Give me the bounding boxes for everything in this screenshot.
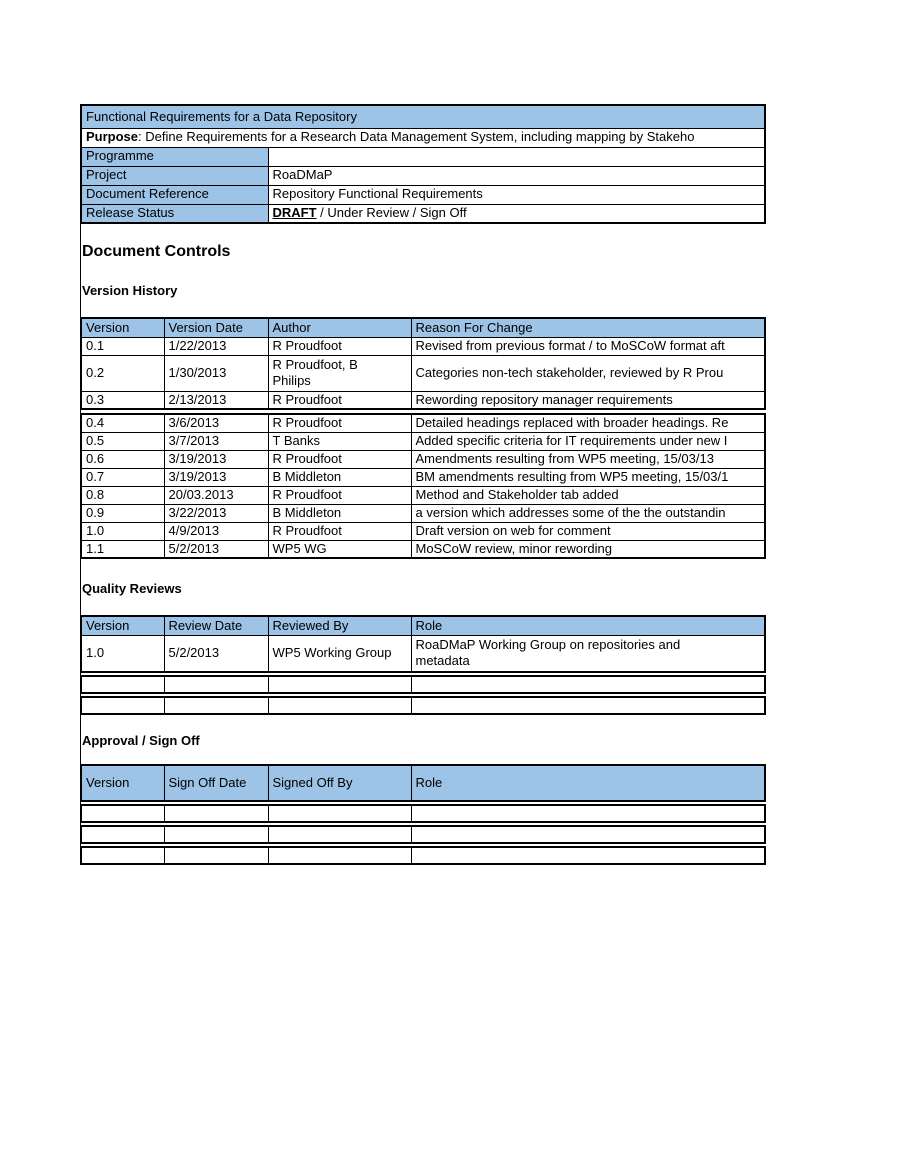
author-header: Author <box>268 318 411 337</box>
table-row <box>81 128 765 147</box>
empty-cell <box>411 847 765 864</box>
version-cell: 1.0 <box>81 522 164 540</box>
field-value-document-reference: Repository Functional Requirements <box>268 185 765 204</box>
author-cell <box>268 355 411 391</box>
approval-heading: Approval / Sign Off <box>82 733 200 748</box>
signed-off-by-header: Signed Off By <box>268 765 411 801</box>
author-cell: R Proudfoot <box>268 450 411 468</box>
table-row <box>81 337 765 355</box>
empty-cell <box>268 847 411 864</box>
date-cell: 5/2/2013 <box>164 540 268 558</box>
date-cell: 3/7/2013 <box>164 432 268 450</box>
author-cell: T Banks <box>268 432 411 450</box>
field-label-release-status: Release Status <box>81 204 268 223</box>
table-row <box>81 540 765 558</box>
version-cell: 1.1 <box>81 540 164 558</box>
reason-cell: Revised from previous format / to MoSCoW format aft <box>411 337 765 355</box>
table-row <box>81 432 765 450</box>
author-cell: R Proudfoot <box>268 414 411 432</box>
reason-cell: MoSCoW review, minor rewording <box>411 540 765 558</box>
author-cell: R Proudfoot <box>268 486 411 504</box>
table-row <box>81 522 765 540</box>
date-cell: 3/19/2013 <box>164 468 268 486</box>
document-controls-heading: Document Controls <box>82 243 231 260</box>
version-cell: 0.6 <box>81 450 164 468</box>
version-cell: 0.4 <box>81 414 164 432</box>
version-header: Version <box>81 318 164 337</box>
table-row <box>81 486 765 504</box>
document-sheet <box>80 104 764 865</box>
table-row <box>81 391 765 409</box>
field-value-release-status <box>268 204 765 223</box>
author-cell: R Proudfoot <box>268 337 411 355</box>
empty-cell <box>81 826 164 843</box>
reason-header: Reason For Change <box>411 318 765 337</box>
approval-empty-row <box>80 825 766 844</box>
field-value-programme <box>268 147 765 166</box>
date-cell: 1/22/2013 <box>164 337 268 355</box>
table-row <box>81 166 765 185</box>
empty-cell <box>411 826 765 843</box>
table-row <box>81 504 765 522</box>
empty-cell <box>268 676 411 693</box>
purpose-label: Purpose <box>86 129 139 145</box>
empty-cell <box>81 676 164 693</box>
version-header: Version <box>81 616 164 635</box>
table-row <box>81 676 765 693</box>
table-row <box>81 414 765 432</box>
table-row <box>81 847 765 864</box>
empty-cell <box>164 826 268 843</box>
quality-reviews-table <box>80 615 766 673</box>
table-row <box>81 355 765 391</box>
left-border-line <box>80 104 81 865</box>
date-cell: 5/2/2013 <box>164 635 268 672</box>
release-status-rest: / Under Review / Sign Off <box>316 205 467 221</box>
version-cell: 0.2 <box>81 355 164 391</box>
reviewed-by-cell: WP5 Working Group <box>268 635 411 672</box>
empty-cell <box>81 847 164 864</box>
version-cell: 0.8 <box>81 486 164 504</box>
empty-cell <box>411 697 765 714</box>
field-label-document-reference: Document Reference <box>81 185 268 204</box>
date-cell: 3/19/2013 <box>164 450 268 468</box>
reason-cell: Added specific criteria for IT requirements under new I <box>411 432 765 450</box>
quality-reviews-heading: Quality Reviews <box>82 581 182 596</box>
date-cell: 1/30/2013 <box>164 355 268 391</box>
reason-cell: a version which addresses some of the the outstandin <box>411 504 765 522</box>
purpose-cell <box>81 128 765 147</box>
document-info-table <box>80 104 766 224</box>
table-header-row <box>81 616 765 635</box>
reason-cell: Categories non-tech stakeholder, reviewed by R Prou <box>411 355 765 391</box>
date-cell: 20/03.2013 <box>164 486 268 504</box>
empty-cell <box>164 847 268 864</box>
empty-cell <box>411 676 765 693</box>
table-row <box>81 450 765 468</box>
purpose-text: : Define Requirements for a Research Data Management System, including mapping by Stakeho <box>138 129 695 145</box>
date-cell: 3/6/2013 <box>164 414 268 432</box>
empty-cell <box>164 697 268 714</box>
author-text: R Proudfoot, B Philips <box>272 356 358 388</box>
table-header-row <box>81 318 765 337</box>
quality-reviews-empty-row <box>80 675 766 694</box>
reviewed-by-header: Reviewed By <box>268 616 411 635</box>
version-cell: 0.5 <box>81 432 164 450</box>
review-date-header: Review Date <box>164 616 268 635</box>
version-cell: 0.1 <box>81 337 164 355</box>
version-history-table-bottom <box>80 413 766 559</box>
table-row <box>81 635 765 672</box>
reason-cell: BM amendments resulting from WP5 meeting, 15/03/1 <box>411 468 765 486</box>
version-history-table-top <box>80 317 766 410</box>
version-cell: 0.7 <box>81 468 164 486</box>
empty-cell <box>81 805 164 822</box>
table-row <box>81 826 765 843</box>
table-row <box>81 204 765 223</box>
table-row <box>81 147 765 166</box>
author-cell: R Proudfoot <box>268 391 411 409</box>
table-header-row <box>81 765 765 801</box>
approval-empty-row <box>80 846 766 865</box>
empty-cell <box>268 805 411 822</box>
version-date-header: Version Date <box>164 318 268 337</box>
field-label-project: Project <box>81 166 268 185</box>
role-header: Role <box>411 765 765 801</box>
table-row <box>81 185 765 204</box>
role-cell <box>411 635 765 672</box>
document-title: Functional Requirements for a Data Repository <box>81 105 765 128</box>
version-cell: 1.0 <box>81 635 164 672</box>
version-header: Version <box>81 765 164 801</box>
table-row <box>81 105 765 128</box>
empty-cell <box>164 805 268 822</box>
role-header: Role <box>411 616 765 635</box>
date-cell: 2/13/2013 <box>164 391 268 409</box>
date-cell: 3/22/2013 <box>164 504 268 522</box>
table-row <box>81 805 765 822</box>
quality-reviews-empty-row <box>80 696 766 715</box>
reason-cell: Detailed headings replaced with broader headings. Re <box>411 414 765 432</box>
approval-empty-row <box>80 804 766 823</box>
table-row <box>81 697 765 714</box>
reason-cell: Draft version on web for comment <box>411 522 765 540</box>
reason-cell: Amendments resulting from WP5 meeting, 15/03/13 <box>411 450 765 468</box>
approval-table <box>80 764 766 802</box>
date-cell: 4/9/2013 <box>164 522 268 540</box>
empty-cell <box>81 697 164 714</box>
field-label-programme: Programme <box>81 147 268 166</box>
field-value-project: RoaDMaP <box>268 166 765 185</box>
author-cell: B Middleton <box>268 468 411 486</box>
empty-cell <box>268 826 411 843</box>
release-status-draft: DRAFT <box>272 205 317 221</box>
author-cell: WP5 WG <box>268 540 411 558</box>
version-history-heading: Version History <box>82 283 178 298</box>
table-row <box>81 468 765 486</box>
reason-cell: Method and Stakeholder tab added <box>411 486 765 504</box>
empty-cell <box>164 676 268 693</box>
author-cell: R Proudfoot <box>268 522 411 540</box>
version-cell: 0.9 <box>81 504 164 522</box>
reason-cell: Rewording repository manager requirements <box>411 391 765 409</box>
empty-cell <box>411 805 765 822</box>
version-cell: 0.3 <box>81 391 164 409</box>
role-text: RoaDMaP Working Group on repositories and metadata <box>415 637 681 669</box>
author-cell: B Middleton <box>268 504 411 522</box>
empty-cell <box>268 697 411 714</box>
sign-off-date-header: Sign Off Date <box>164 765 268 801</box>
